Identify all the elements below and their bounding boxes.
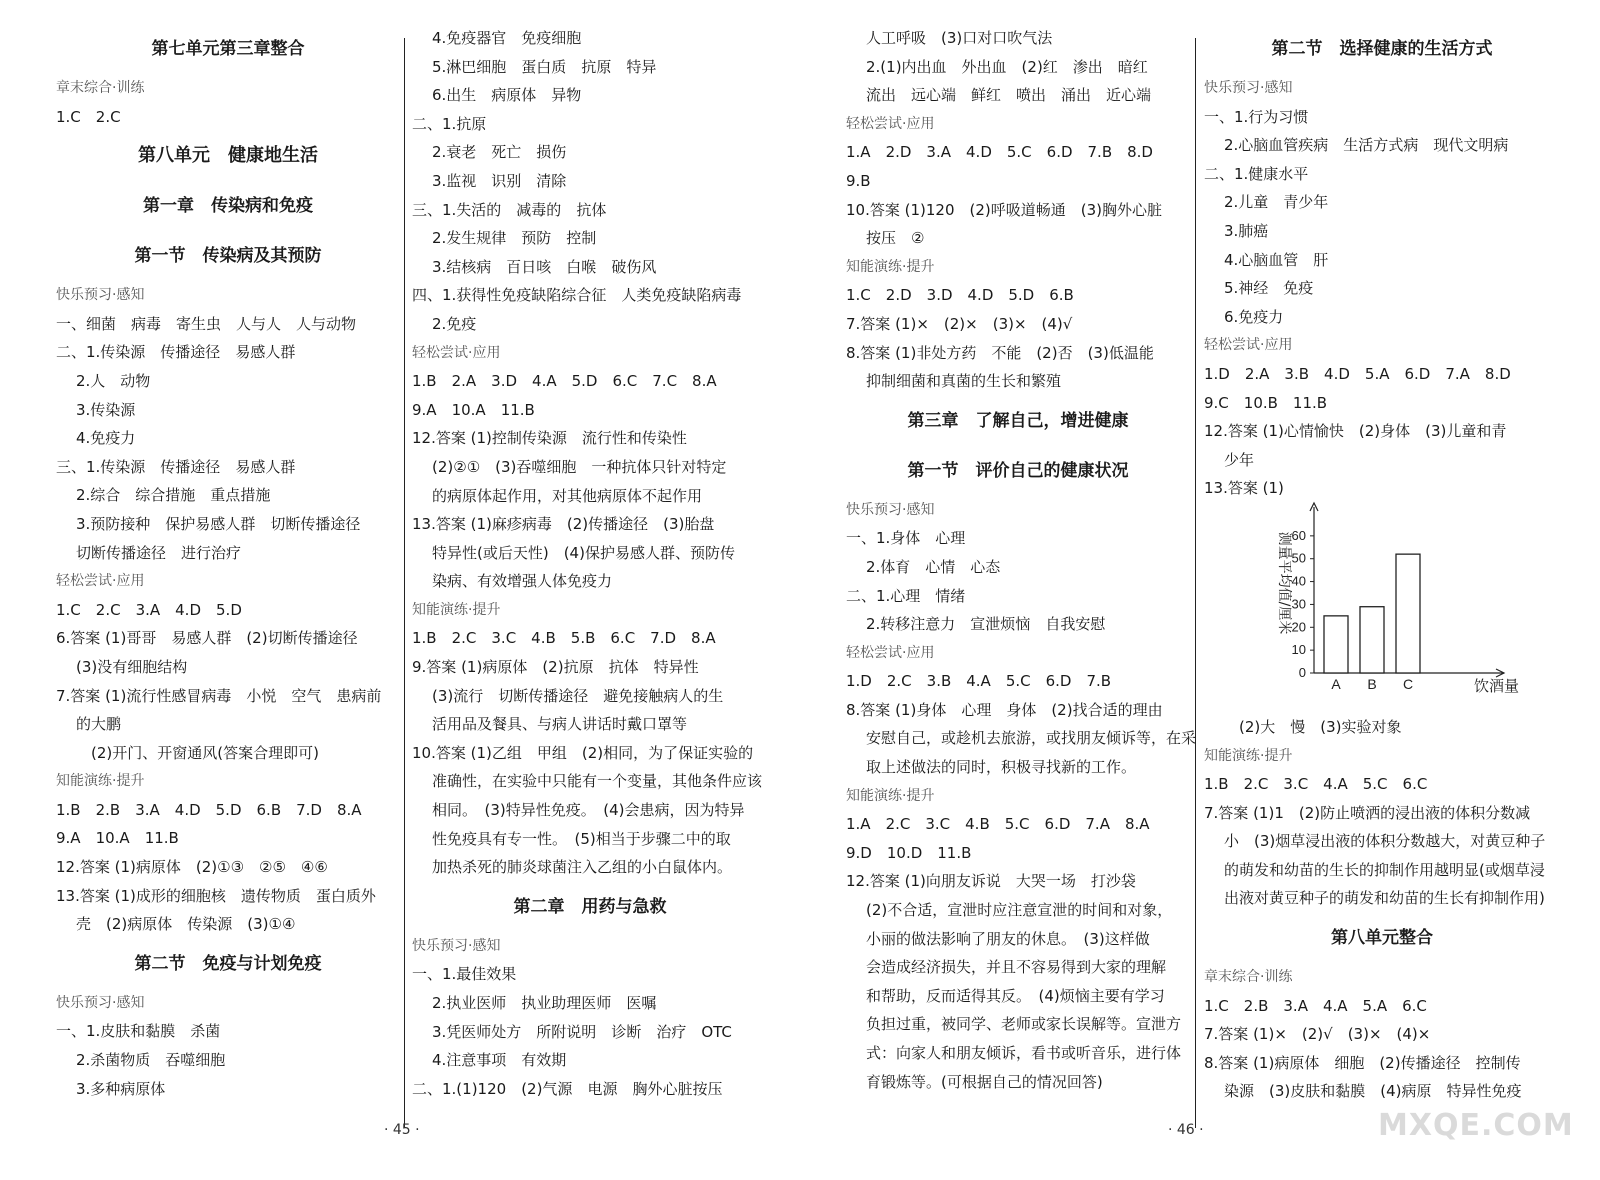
answer-line-indented: 负担过重，被同学、老师或家长误解等。宣泄方: [866, 1015, 1182, 1034]
y-tick-label: 60: [1291, 527, 1306, 543]
answer-line-indented: 性免疫具有专一性。 (5)相当于步骤二中的取: [432, 829, 731, 848]
answer-line-indented: 染源 (3)皮肤和黏膜 (4)病原 特异性免疫: [1224, 1082, 1522, 1101]
answer-line-indented: 2.免疫: [432, 314, 477, 333]
answer-line-indented: 安慰自己，或趁机去旅游，或找朋友倾诉等，在采: [866, 729, 1197, 748]
section-heading: 第八单元整合: [1331, 928, 1433, 949]
answer-line-indented: 2.杀菌物质 吞噬细胞: [76, 1051, 226, 1070]
answer-line: 二、1.(1)120 (2)气源 电源 胸外心脏按压: [412, 1079, 723, 1098]
section-heading: 第二节 选择健康的生活方式: [1271, 39, 1493, 59]
answer-line: 9.B: [846, 171, 871, 190]
answer-line-indented: 小 (3)烟草浸出液的体积分数越大，对黄豆种子: [1224, 832, 1546, 851]
subsection-label: 快乐预习·感知: [56, 287, 145, 304]
x-tick-label: B: [1367, 675, 1377, 692]
column-3: [846, 24, 1197, 1096]
answer-line: 二、1.传染源 传播途径 易感人群: [56, 343, 296, 362]
answer-line: 1.B 2.C 3.C 4.B 5.B 6.C 7.D 8.A: [412, 629, 716, 648]
answer-line: 二、1.健康水平: [1204, 164, 1309, 183]
answer-line: 12.答案 (1)心情愉快 (2)身体 (3)儿童和青: [1204, 422, 1507, 441]
answer-line-indented: 3.多种病原体: [76, 1079, 166, 1098]
column-2: [412, 24, 768, 1103]
answer-line-indented: 2.综合 综合措施 重点措施: [76, 486, 271, 505]
answer-line: 9.A 10.A 11.B: [412, 400, 535, 419]
section-heading: 第七单元第三章整合: [151, 39, 305, 59]
column-1: [56, 24, 400, 1103]
subsection-label: 知能演练·提升: [846, 258, 935, 275]
answer-line-indented: 和帮助，反而适得其反。 (4)烦恼主要有学习: [866, 986, 1165, 1005]
y-tick-label: 40: [1291, 573, 1306, 589]
answer-line: 1.D 2.A 3.B 4.D 5.A 6.D 7.A 8.D: [1204, 364, 1511, 383]
answer-line-indented: 2.衰老 死亡 损伤: [432, 143, 567, 162]
answer-line-indented: 4.注意事项 有效期: [432, 1051, 567, 1070]
answer-line-indented: 4.免疫器官 免疫细胞: [432, 29, 582, 47]
answer-line: 1.C 2.B 3.A 4.A 5.A 6.C: [1204, 996, 1427, 1015]
x-axis-label: 饮酒量: [1474, 676, 1520, 695]
bar-A: [1324, 616, 1348, 673]
answer-line-indented: 2.人 动物: [76, 371, 151, 390]
answer-line: 三、1.失活的 减毒的 抗体: [412, 200, 607, 219]
answer-line: 9.C 10.B 11.B: [1204, 393, 1328, 412]
answer-line-indented: 2.体育 心情 心态: [866, 557, 1001, 576]
answer-line-indented: 3.结核病 百日咳 白喉 破伤风: [432, 257, 657, 276]
answer-line-indented: (3)流行 切断传播途径 避免接触病人的生: [432, 686, 724, 705]
answer-line-indented: 按压 ②: [866, 229, 925, 248]
answer-line-indented: 4.免疫力: [76, 429, 136, 448]
subsection-label: 知能演练·提升: [846, 787, 935, 804]
answer-line-indented: 2.儿童 青少年: [1224, 193, 1329, 212]
subsection-label: 快乐预习·感知: [846, 501, 935, 518]
answer-line: 1.B 2.B 3.A 4.D 5.D 6.B 7.D 8.A: [56, 800, 362, 819]
answer-line-indented: 活用品及餐具、与病人讲话时戴口罩等: [432, 715, 688, 734]
answer-line: 1.C 2.D 3.D 4.D 5.D 6.B: [846, 286, 1074, 305]
answer-line: 12.答案 (1)控制传染源 流行性和传染性: [412, 429, 687, 448]
answer-line: 7.答案 (1)× (2)× (3)× (4)√: [846, 314, 1073, 333]
section-heading: 第二节 免疫与计划免疫: [134, 953, 322, 974]
answer-line: 1.B 2.C 3.C 4.A 5.C 6.C: [1204, 775, 1428, 794]
section-heading: 第一节 评价自己的健康状况: [907, 460, 1129, 481]
section-heading: 第二章 用药与急救: [513, 896, 667, 917]
answer-line-indented: 准确性，在实验中只能有一个变量，其他条件应该: [432, 772, 763, 791]
answer-line: 二、1.心理 情绪: [846, 586, 966, 605]
answer-line-indented: 染病、有效增强人体免疫力: [432, 572, 613, 591]
y-tick-label: 10: [1291, 642, 1306, 658]
subsection-label: 快乐预习·感知: [56, 994, 145, 1011]
answer-line-indented: 4.心脑血管 肝: [1224, 250, 1329, 269]
subsection-label: 轻松尝试·应用: [56, 573, 145, 590]
page-number-left: · 45 ·: [384, 1122, 420, 1138]
answer-line-indented: 3.监视 识别 清除: [432, 171, 567, 190]
answer-line-indented: 3.传染源: [76, 400, 136, 419]
y-axis-label: 测量平均值/厘米: [1276, 531, 1292, 635]
answer-line-indented: 流出 远心端 鲜红 喷出 涌出 近心端: [866, 86, 1152, 105]
answer-line-indented: 会造成经济损失，并且不容易得到大家的理解: [866, 958, 1167, 977]
answer-line-indented: 3.肺癌: [1224, 221, 1269, 240]
answer-line-indented: 相同。 (3)特异性免疫。 (4)会患病，因为特异: [432, 801, 745, 820]
answer-line: 8.答案 (1)病原体 细胞 (2)传播途径 控制传: [1204, 1053, 1521, 1072]
y-tick-label: 30: [1291, 596, 1306, 612]
subsection-label: 轻松尝试·应用: [846, 644, 935, 661]
answer-line: 7.答案 (1)1 (2)防止喷洒的浸出液的体积分数减: [1204, 803, 1531, 822]
x-tick-label: C: [1402, 675, 1414, 692]
bar-chart: [1204, 503, 1560, 713]
answer-line-indented: 2.发生规律 预防 控制: [432, 229, 597, 248]
answer-line-indented: (2)不合适，宣泄时应注意宣泄的时间和对象，: [866, 901, 1173, 920]
answer-line-indented: 小丽的做法影响了朋友的休息。 (3)这样做: [866, 929, 1150, 948]
answer-line-indented: 6.免疫力: [1224, 307, 1284, 326]
subsection-label: 知能演练·提升: [56, 773, 145, 790]
answer-line: 二、1.抗原: [412, 114, 487, 133]
answer-line: 7.答案 (1)流行性感冒病毒 小悦 空气 患病前: [56, 686, 382, 705]
answer-line: 1.A 2.D 3.A 4.D 5.C 6.D 7.B 8.D: [846, 143, 1153, 162]
answer-line: 7.答案 (1)× (2)√ (3)× (4)×: [1204, 1025, 1431, 1044]
answer-line: 8.答案 (1)身体 心理 身体 (2)找合适的理由: [846, 700, 1163, 719]
column-divider: [404, 38, 405, 1128]
y-tick-label: 50: [1291, 550, 1306, 566]
answer-line-indented: 2.心脑血管疾病 生活方式病 现代文明病: [1224, 136, 1509, 155]
answer-line-indented: 式：向家人和朋友倾诉，看书或听音乐，进行体: [866, 1044, 1182, 1062]
answer-line-indented: 人工呼吸 (3)口对口吹气法: [866, 29, 1053, 47]
answer-line-indented: 少年: [1224, 450, 1255, 469]
answer-line: 6.答案 (1)哥哥 易感人群 (2)切断传播途径: [56, 629, 358, 648]
answer-line-indented: 2.转移注意力 宣泄烦恼 自我安慰: [866, 615, 1106, 634]
answer-line-indented: 出液对黄豆种子的萌发和幼苗的生长有抑制作用): [1224, 889, 1545, 908]
unit-heading: 第八单元 健康地生活: [138, 145, 318, 167]
answer-line-indented: (2)大 慢 (3)实验对象: [1224, 717, 1402, 736]
answer-line-indented: 育锻炼等。(可根据自己的情况回答): [866, 1072, 1103, 1091]
answer-line: 10.答案 (1)乙组 甲组 (2)相同，为了保证实验的: [412, 743, 754, 762]
answer-line-indented: 6.出生 病原体 异物: [432, 86, 582, 105]
answer-line: 四、1.获得性免疫缺陷综合征 人类免疫缺陷病毒: [412, 286, 742, 305]
answer-line: 9.A 10.A 11.B: [56, 829, 179, 848]
answer-line: 12.答案 (1)病原体 (2)①③ ②⑤ ④⑥: [56, 858, 328, 877]
subsection-label: 轻松尝试·应用: [1204, 337, 1293, 354]
answer-line-indented: 5.淋巴细胞 蛋白质 抗原 特异: [432, 57, 657, 76]
answer-line: 10.答案 (1)120 (2)呼吸道畅通 (3)胸外心脏: [846, 200, 1162, 219]
answer-line: 13.答案 (1)麻疹病毒 (2)传播途径 (3)胎盘: [412, 515, 715, 534]
subsection-label: 快乐预习·感知: [412, 937, 501, 954]
section-heading: 第一章 传染病和免疫: [143, 196, 313, 217]
y-tick-label: 20: [1291, 619, 1306, 635]
answer-line-indented: 3.预防接种 保护易感人群 切断传播途径: [76, 514, 361, 533]
answer-line-indented: (2)开门、开窗通风(答案合理即可): [76, 743, 319, 762]
answer-line: 9.答案 (1)病原体 (2)抗原 抗体 特异性: [412, 658, 699, 677]
answer-line: 1.B 2.A 3.D 4.A 5.D 6.C 7.C 8.A: [412, 372, 717, 391]
answer-line: 1.A 2.C 3.C 4.B 5.C 6.D 7.A 8.A: [846, 815, 1150, 834]
answer-line: 一、细菌 病毒 寄生虫 人与人 人与动物: [56, 314, 357, 333]
x-tick-label: A: [1331, 675, 1341, 692]
answer-line-indented: (3)没有细胞结构: [76, 657, 188, 676]
y-tick-label: 0: [1298, 664, 1306, 680]
section-heading: 第三章 了解自己，增进健康: [907, 410, 1129, 431]
answer-line: 12.答案 (1)向朋友诉说 大哭一场 打沙袋: [846, 872, 1136, 891]
subsection-label: 知能演练·提升: [412, 601, 501, 618]
subsection-label: 知能演练·提升: [1204, 747, 1293, 764]
subsection-label: 章末综合·训练: [56, 80, 145, 96]
subsection-label: 轻松尝试·应用: [846, 115, 935, 132]
answer-line: 1.D 2.C 3.B 4.A 5.C 6.D 7.B: [846, 672, 1112, 691]
answer-line: 9.D 10.D 11.B: [846, 843, 972, 862]
answer-line: 一、1.最佳效果: [412, 965, 517, 984]
answer-line-indented: 壳 (2)病原体 传染源 (3)①④: [76, 915, 296, 934]
answer-line-indented: 切断传播途径 进行治疗: [76, 543, 242, 562]
page-number-right: · 46 ·: [1168, 1122, 1204, 1138]
answer-line-indented: 的大鹏: [76, 715, 122, 734]
column-divider: [1195, 38, 1196, 1128]
watermark: MXQE.COM: [1378, 1108, 1574, 1143]
bar-C: [1396, 554, 1420, 673]
subsection-label: 章末综合·训练: [1204, 969, 1293, 986]
bar-B: [1360, 607, 1384, 673]
answer-line-indented: 特异性(或后天性) (4)保护易感人群、预防传: [432, 543, 735, 562]
answer-line-indented: 的病原体起作用，对其他病原体不起作用: [432, 486, 703, 505]
answer-line: 一、1.行为习惯: [1204, 107, 1309, 126]
answer-line: 三、1.传染源 传播途径 易感人群: [56, 457, 296, 476]
answer-line-indented: (2)②① (3)吞噬细胞 一种抗体只针对特定: [432, 457, 727, 476]
answer-line: 一、1.皮肤和黏膜 杀菌: [56, 1022, 221, 1041]
answer-line: 8.答案 (1)非处方药 不能 (2)否 (3)低温能: [846, 343, 1154, 362]
answer-line-indented: 的萌发和幼苗的生长的抑制作用越明显(或烟草浸: [1224, 860, 1545, 879]
chart-svg: [1244, 503, 1520, 708]
answer-line-indented: 3.凭医师处方 所附说明 诊断 治疗 OTC: [432, 1022, 732, 1041]
answer-line: 1.C 2.C 3.A 4.D 5.D: [56, 600, 242, 619]
answer-line: 一、1.身体 心理: [846, 529, 966, 548]
answer-line: 13.答案 (1): [1204, 479, 1284, 498]
answer-line-indented: 2.执业医师 执业助理医师 医嘱: [432, 994, 657, 1012]
answer-line-indented: 抑制细菌和真菌的生长和繁殖: [866, 372, 1062, 391]
answer-line: 13.答案 (1)成形的细胞核 遗传物质 蛋白质外: [56, 886, 376, 905]
answer-line-indented: 5.神经 免疫: [1224, 279, 1314, 298]
answer-line: 1.C 2.C: [56, 107, 121, 126]
answer-line-indented: 取上述做法的同时，积极寻找新的工作。: [866, 758, 1137, 777]
answer-line-indented: 2.(1)内出血 外出血 (2)红 渗出 暗红: [866, 57, 1148, 76]
answer-line-indented: 加热杀死的肺炎球菌注入乙组的小白鼠体内。: [432, 858, 733, 877]
column-4: [1204, 24, 1560, 1106]
subsection-label: 快乐预习·感知: [1204, 80, 1293, 96]
section-heading: 第一节 传染病及其预防: [134, 246, 322, 267]
subsection-label: 轻松尝试·应用: [412, 344, 501, 361]
